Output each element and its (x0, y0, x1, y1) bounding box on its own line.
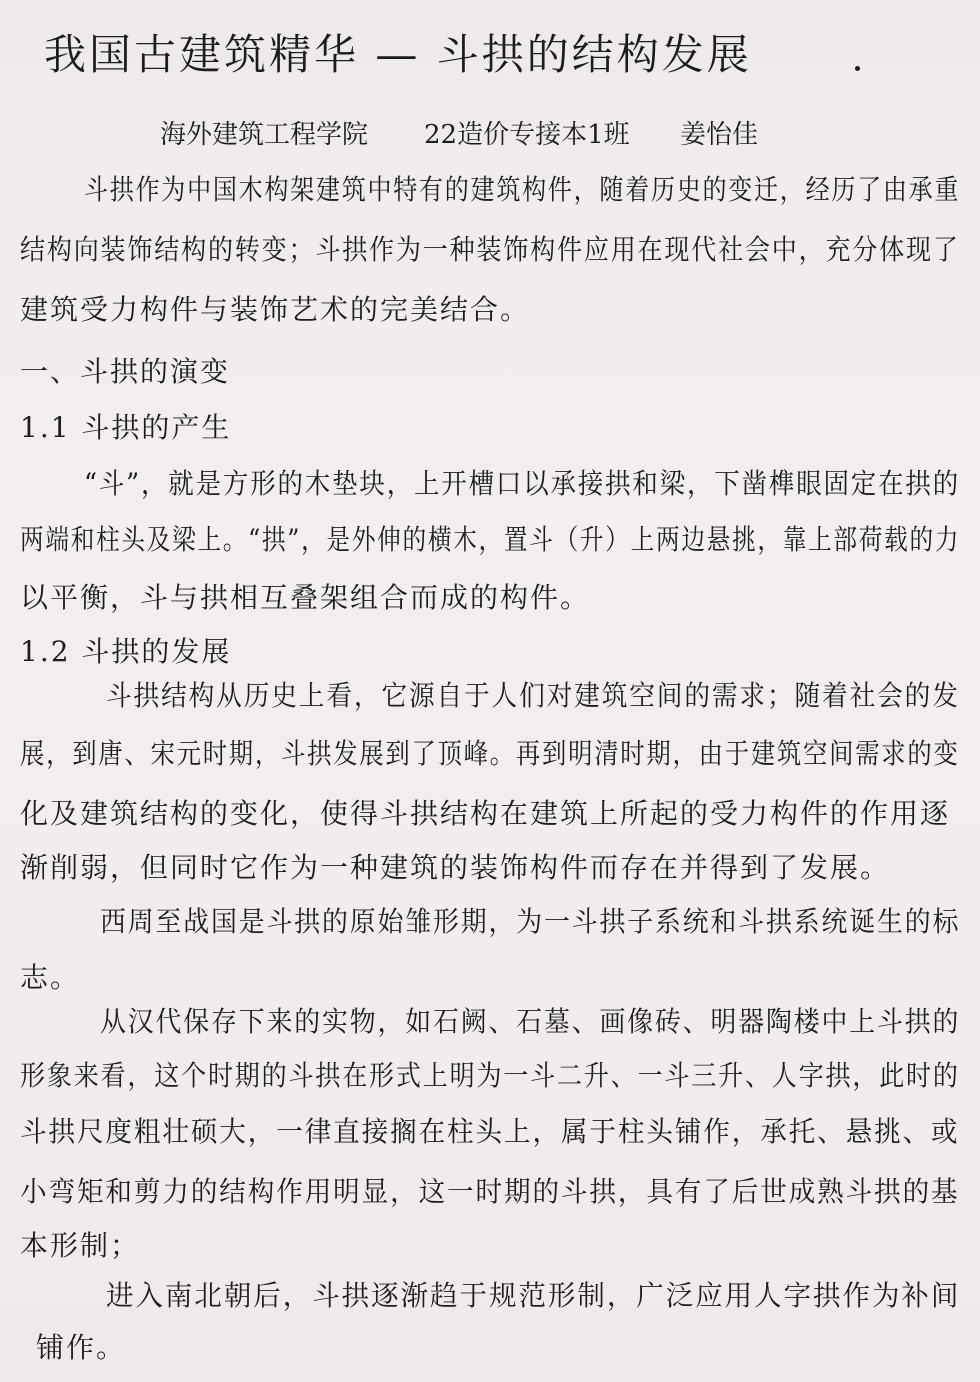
paragraph-1-2-line-1: 斗拱结构从历史上看，它源自于人们对建筑空间的需求；随着社会的发 (106, 679, 960, 712)
byline-school: 海外建筑工程学院 (160, 120, 369, 150)
paragraph-3-line-2: 形象来看，这个时期的斗拱在形式上明为一斗二升、一斗三升、人字拱，此时的 (20, 1059, 960, 1092)
intro-line-2: 结构向装饰结构的转变；斗拱作为一种装饰构件应用在现代社会中，充分体现了 (20, 233, 960, 266)
paragraph-1-2-line-2: 展，到唐、宋元时期，斗拱发展到了顶峰。再到明清时期，由于建筑空间需求的变 (20, 737, 960, 770)
byline-author: 姜怡佳 (680, 120, 759, 150)
paragraph-1-1-line-3: 以平衡，斗与拱相互叠架组合而成的构件。 (20, 581, 591, 614)
subsection-heading-1-1: 1.1 斗拱的产生 (20, 411, 232, 444)
paragraph-1-2-line-3: 化及建筑结构的变化，使得斗拱结构在建筑上所起的受力构件的作用逐 (20, 797, 951, 830)
paragraph-1-1-line-2: 两端和柱头及梁上。“拱”，是外伸的横木，置斗（升）上两边悬挑，靠上部荷载的力 (20, 523, 961, 556)
paragraph-4-line-2: 铺作。 (36, 1331, 127, 1364)
paragraph-1-1-line-1: “斗”，就是方形的木垫块，上开槽口以承接拱和梁，下凿榫眼固定在拱的 (84, 467, 961, 500)
byline-class: 22造价专接本1班 (424, 120, 630, 150)
paragraph-2-line-1: 西周至战国是斗拱的原始雏形期，为一斗拱子系统和斗拱系统诞生的标 (100, 905, 961, 938)
paragraph-2-line-2: 志。 (20, 961, 81, 994)
section-heading-1: 一、斗拱的演变 (20, 355, 231, 388)
paragraph-3-line-4: 小弯矩和剪力的结构作用明显，这一时期的斗拱，具有了后世成熟斗拱的基 (20, 1175, 960, 1208)
intro-line-3: 建筑受力构件与装饰艺术的完美结合。 (20, 293, 531, 326)
paragraph-4-line-1: 进入南北朝后，斗拱逐渐趋于规范形制，广泛应用人字拱作为补间 (106, 1279, 961, 1312)
paragraph-3-line-5: 本形制； (20, 1229, 141, 1262)
title-period-mark (855, 66, 860, 71)
intro-line-1: 斗拱作为中国木构架建筑中特有的建筑构件，随着历史的变迁，经历了由承重 (84, 173, 961, 206)
essay-title: 我国古建筑精华 — 斗拱的结构发展 (44, 30, 752, 79)
paragraph-3-line-1: 从汉代保存下来的实物，如石阙、石墓、画像砖、明器陶楼中上斗拱的 (100, 1005, 961, 1038)
subsection-heading-1-2: 1.2 斗拱的发展 (20, 635, 232, 668)
paragraph-1-2-line-4: 渐削弱，但同时它作为一种建筑的装饰构件而存在并得到了发展。 (20, 851, 891, 884)
paragraph-3-line-3: 斗拱尺度粗壮硕大，一律直接搁在柱头上，属于柱头铺作，承托、悬挑、或 (20, 1115, 960, 1148)
